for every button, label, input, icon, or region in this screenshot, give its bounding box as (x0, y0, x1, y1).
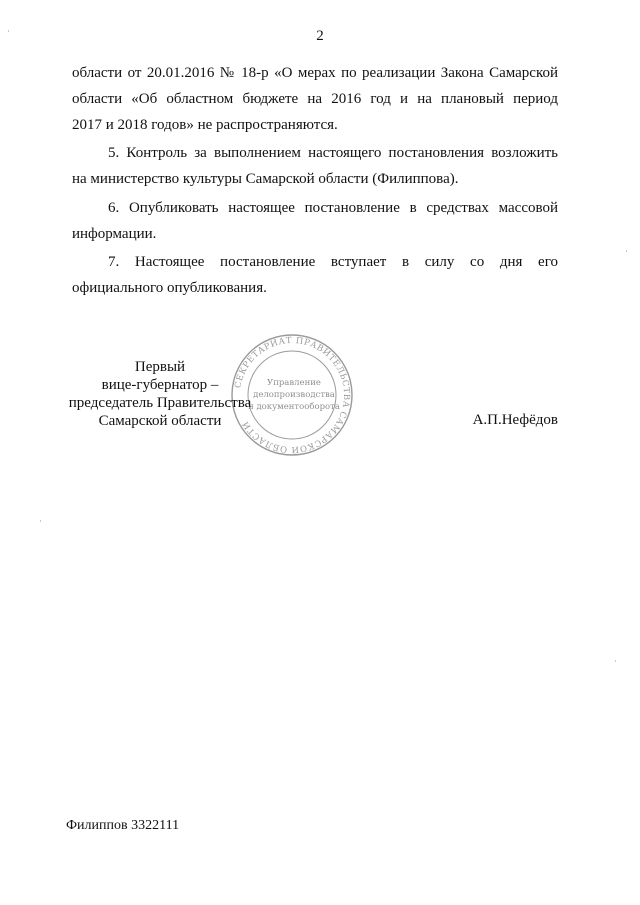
text-line: официального опубликования. (72, 280, 267, 296)
scan-speck (615, 660, 616, 662)
text-line: области «Об областном бюджете на 2016 год и на плановый период (72, 91, 558, 107)
scan-speck (626, 250, 627, 252)
paragraph-7 (72, 249, 558, 301)
paragraph-5 (72, 140, 558, 192)
text-line: области от 20.01.2016 № 18-р «О мерах по реализации Закона Самарской (72, 65, 558, 81)
seal-outer-text: СЕКРЕТАРИАТ ПРАВИТЕЛЬСТВА САМАРСКОЙ ОБЛАСТИ (233, 335, 352, 455)
scan-speck (8, 30, 9, 32)
position-line: Самарской области (98, 413, 222, 429)
text-line: информации. (72, 226, 157, 242)
text-line: 5. Контроль за выполнением настоящего постановления возложить (108, 145, 558, 161)
paragraph-6 (72, 195, 558, 247)
seal-inner-line: Управление (267, 378, 321, 388)
seal-inner-line: делопроизводства (253, 390, 335, 400)
text-line: 7. Настоящее постановление вступает в силу со дня его (108, 254, 558, 270)
text-line: на министерство культуры Самарской области (Филиппова). (72, 171, 459, 187)
page-number: 2 (316, 28, 324, 44)
text-line: 2017 и 2018 годов» не распространяются. (72, 117, 338, 133)
signatory-name: А.П.Нефёдов (472, 412, 558, 428)
executor-footer: Филиппов 3322111 (66, 818, 180, 833)
text-line: 6. Опубликовать настоящее постановление в средствах массовой (108, 200, 558, 216)
paragraph-continuation (72, 60, 558, 138)
signatory-position (60, 358, 260, 430)
position-line: вице-губернатор – (101, 377, 219, 393)
position-line: Первый (134, 359, 186, 375)
position-line: председатель Правительства (68, 395, 252, 411)
seal-inner-line: и документооборота (248, 402, 340, 412)
scan-speck (40, 520, 41, 522)
